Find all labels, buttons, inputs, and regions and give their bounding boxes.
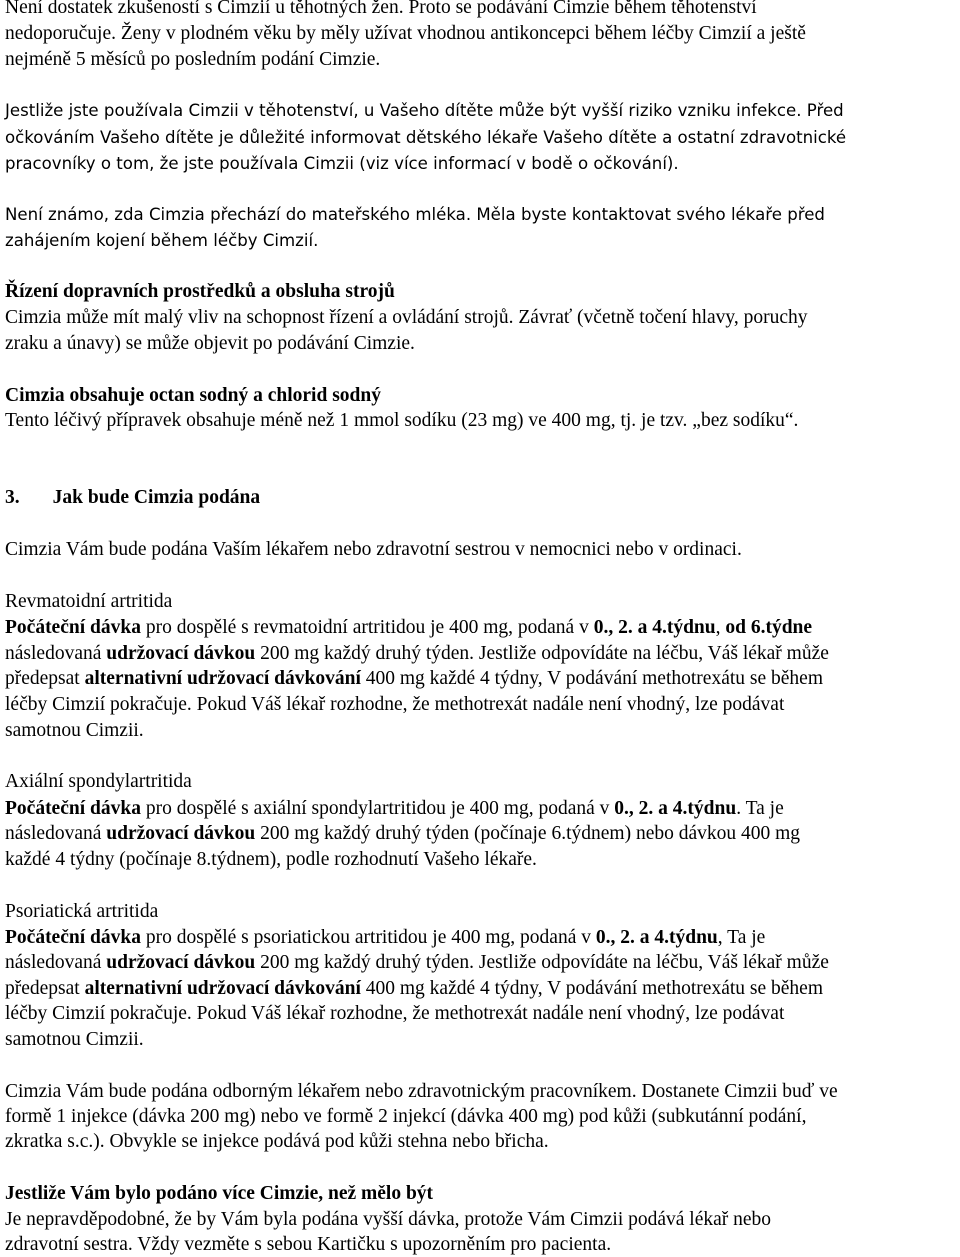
- psa-text-line: samotnou Cimzii.: [5, 1029, 144, 1050]
- injection-text-line: zkratka s.c.). Obvykle se injekce podává pod kůži stehna nebo břicha.: [5, 1131, 549, 1152]
- as-text-line: následovaná udržovací dávkou 200 mg každý druhý týden (počínaje 6.týdnem) nebo dávkou 400 mg: [5, 823, 801, 844]
- driving-text-line: zraku a únavy) se může objevit po podávání Cimzie.: [5, 333, 415, 354]
- injection-text-line: Cimzia Vám bude podána odborným lékařem nebo zdravotnickým pracovníkem. Dostanete Cimzii buď ve: [5, 1081, 838, 1102]
- ra-heading: Revmatoidní artritida: [5, 591, 173, 612]
- ra-text-line: předepsat alternativní udržovací dávkování 400 mg každé 4 týdny, V podávání methotrexátu se během: [5, 668, 823, 689]
- initial-dose-label: Počáteční dávka: [5, 927, 141, 948]
- initial-dose-label: Počáteční dávka: [5, 798, 141, 819]
- psa-text-line: Počáteční dávka pro dospělé s psoriatickou artritidou je 400 mg, podaná v 0., 2. a 4.týdnu, Ta je: [5, 927, 766, 948]
- as-heading: Axiální spondylartritida: [5, 771, 192, 792]
- ra-text-line: samotnou Cimzii.: [5, 720, 144, 741]
- infant-infection-line: Jestliže jste používala Cimzii v těhotenství, u Vašeho dítěte může být vyšší riziko vzniku infekce. Před: [5, 101, 844, 120]
- psa-heading: Psoriatická artritida: [5, 901, 159, 922]
- pregnancy-text-line: nejméně 5 měsíců po posledním podání Cimzie.: [5, 49, 381, 70]
- pregnancy-text-line: nedoporučuje. Ženy v plodném věku by měly užívat vhodnou antikoncepci během léčby Cimzií a ještě: [5, 23, 806, 44]
- overdose-heading: Jestliže Vám bylo podáno více Cimzie, než mělo být: [5, 1183, 434, 1204]
- injection-text-line: formě 1 injekce (dávka 200 mg) nebo ve formě 2 injekcí (dávka 400 mg) pod kůži (subkutánní podání,: [5, 1106, 807, 1127]
- section-number: 3.: [5, 487, 20, 508]
- infant-infection-line: očkováním Vašeho dítěte je důležité informovat dětského lékaře Vašeho dítěte a ostatní zdravotnické: [5, 128, 847, 147]
- section-title: Jak bude Cimzia podána: [52, 487, 261, 508]
- alternative-dosing-label: alternativní udržovací dávkování: [84, 668, 361, 689]
- driving-text-line: Cimzia může mít malý vliv na schopnost řízení a ovládání strojů. Závrať (včetně točení hlavy, poruchy: [5, 307, 808, 328]
- maintenance-dose-label: udržovací dávkou: [106, 823, 256, 844]
- as-text-line: Počáteční dávka pro dospělé s axiální spondylartritidou je 400 mg, podaná v 0., 2. a 4.týdnu. Ta je: [5, 798, 784, 819]
- ra-text-line: léčby Cimzií pokračuje. Pokud Váš lékař rozhodne, že methotrexát nadále není vhodný, lze podávat: [5, 694, 785, 715]
- maintenance-dose-label: udržovací dávkou: [106, 952, 256, 973]
- breastfeeding-line: Není známo, zda Cimzia přechází do mateřského mléka. Měla byste kontaktovat svého lékaře před: [5, 205, 825, 224]
- psa-text-line: následovaná udržovací dávkou 200 mg každý druhý týden. Jestliže odpovídáte na léčbu, Váš lékař může: [5, 952, 829, 973]
- as-text-line: každé 4 týdny (počínaje 8.týdnem), podle rozhodnutí Vašeho lékaře.: [5, 849, 537, 870]
- driving-heading: Řízení dopravních prostředků a obsluha strojů: [5, 281, 395, 302]
- psa-text-line: předepsat alternativní udržovací dávkování 400 mg každé 4 týdny, V podávání methotrexátu se během: [5, 978, 823, 999]
- infant-infection-line: pracovníky o tom, že jste používala Cimzii (viz více informací v bodě o očkování).: [5, 154, 679, 173]
- breastfeeding-line: zahájením kojení během léčby Cimzií.: [5, 231, 319, 250]
- sodium-heading: Cimzia obsahuje octan sodný a chlorid sodný: [5, 385, 381, 406]
- pregnancy-text-line: Není dostatek zkušeností s Cimzií u těhotných žen. Proto se podávání Cimzie během těhotenství: [5, 0, 757, 18]
- ra-text-line: následovaná udržovací dávkou 200 mg každý druhý týden. Jestliže odpovídáte na léčbu, Váš lékař může: [5, 643, 829, 664]
- sodium-text-line: Tento léčivý přípravek obsahuje méně než 1 mmol sodíku (23 mg) ve 400 mg, tj. je tzv. „bez sodíku“.: [5, 410, 799, 431]
- psa-text-line: léčby Cimzií pokračuje. Pokud Váš lékař rozhodne, že methotrexát nadále není vhodný, lze podávat: [5, 1003, 785, 1024]
- administration-intro: Cimzia Vám bude podána Vaším lékařem nebo zdravotní sestrou v nemocnici nebo v ordinaci.: [5, 539, 742, 560]
- maintenance-dose-label: udržovací dávkou: [106, 643, 256, 664]
- overdose-text-line: zdravotní sestra. Vždy vezměte s sebou Kartičku s upozorněním pro pacienta.: [5, 1234, 612, 1255]
- overdose-text-line: Je nepravděpodobné, že by Vám byla podána vyšší dávka, protože Vám Cimzii podává lékař nebo: [5, 1209, 772, 1230]
- initial-dose-label: Počáteční dávka: [5, 617, 141, 638]
- section-3-heading: [5, 486, 260, 510]
- alternative-dosing-label: alternativní udržovací dávkování: [84, 978, 361, 999]
- ra-text-line: Počáteční dávka pro dospělé s revmatoidní artritidou je 400 mg, podaná v 0., 2. a 4.týdnu, od 6.týdne: [5, 617, 813, 638]
